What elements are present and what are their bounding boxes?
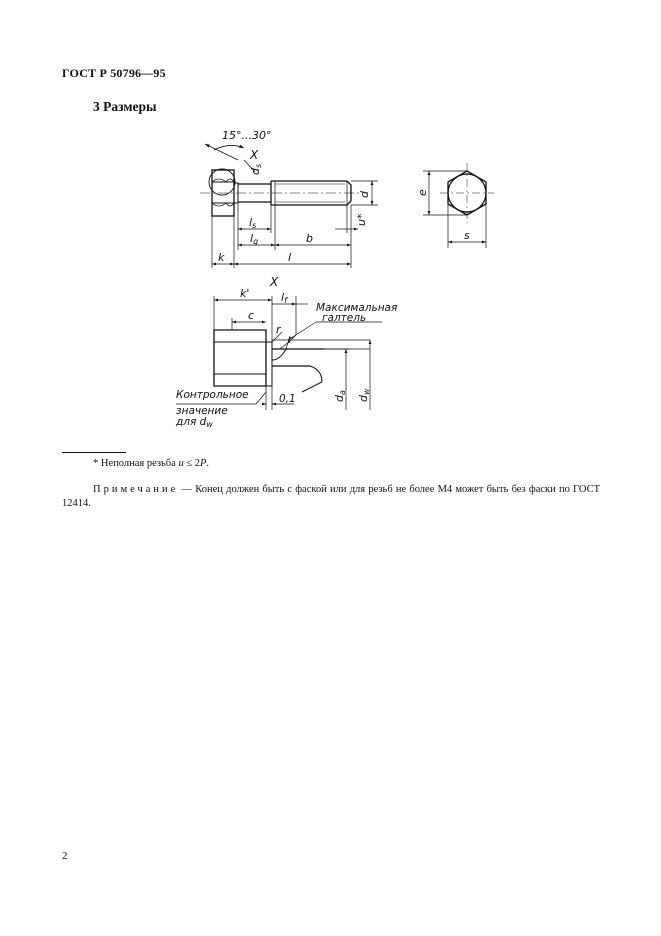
footnote-rule	[62, 452, 126, 453]
r1-label: r	[276, 323, 281, 336]
page-number: 2	[62, 850, 68, 862]
document-code: ГОСТ Р 50796—95	[62, 66, 166, 80]
e-label: e	[416, 189, 429, 196]
k-label: k	[218, 251, 225, 264]
control-line2: значение	[176, 405, 228, 417]
da-label: da	[333, 390, 347, 402]
u-label: u*	[355, 213, 368, 226]
ds-label: ds	[249, 163, 263, 175]
section-title: 3 Размеры	[93, 99, 157, 114]
note-paragraph	[62, 483, 600, 511]
max-fillet-line1: Максимальная	[316, 302, 398, 314]
bolt-drawing	[0, 0, 661, 440]
footnote: * Неполная резьба u ≤ 2P.	[93, 458, 209, 469]
b-label: b	[306, 232, 313, 245]
dw-label: dw	[357, 388, 371, 402]
s-label: s	[464, 229, 470, 242]
control-line3: для dw	[176, 416, 213, 429]
view-x-label: X	[250, 148, 259, 162]
kprime-label: k'	[240, 287, 250, 300]
r2-label: r	[288, 333, 293, 346]
d-label: d	[358, 191, 371, 198]
ls-label: ls	[249, 216, 257, 230]
bolt-side-view	[200, 169, 360, 216]
angle-label: 15°...30°	[222, 129, 272, 142]
note-text: — Конец должен быть с фаской или для резьб не более М4 может быть без фаски по ГОСТ 12414.	[62, 484, 600, 509]
gap-label: 0,1	[279, 393, 296, 405]
max-fillet-line2: галтель	[322, 312, 367, 324]
angle-annotation	[205, 144, 255, 172]
detail-x-label: X	[270, 275, 279, 289]
lf-label: lf	[281, 291, 287, 305]
note-label: Примечание	[93, 484, 179, 495]
c-label: c	[248, 309, 255, 322]
control-line1: Контрольное	[176, 389, 249, 401]
l-label: l	[288, 251, 292, 264]
lg-label: lg	[250, 232, 259, 246]
